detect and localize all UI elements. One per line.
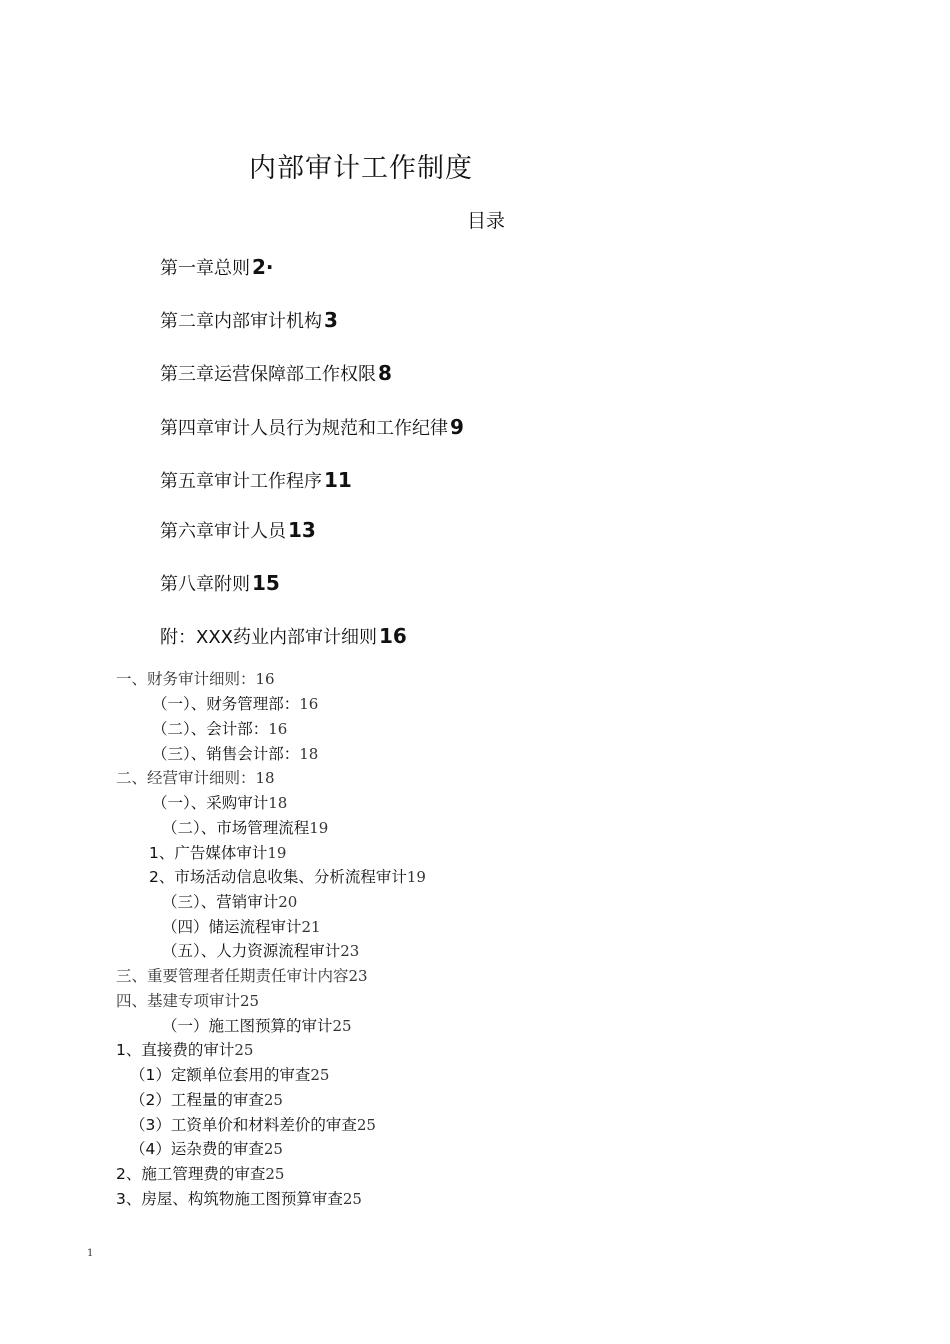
toc-entry[interactable] xyxy=(152,692,318,714)
toc-chapter-page: 8 xyxy=(378,361,392,385)
toc-chapter-text: 第四章审计人员行为规范和工作纪律 xyxy=(160,418,448,439)
toc-entry[interactable] xyxy=(149,865,426,887)
toc-entry-text: （三）、销售会计部： xyxy=(152,745,300,763)
toc-entry[interactable] xyxy=(116,667,275,689)
toc-entry-text: （一）、采购审计 xyxy=(152,794,269,812)
toc-entry-text: （一）施工图预算的审计 xyxy=(162,1017,333,1035)
toc-entry-page: 25 xyxy=(234,1041,254,1059)
toc-entry-text: 2、市场活动信息收集、分析流程审计 xyxy=(149,868,407,886)
toc-chapter-text: 第一章总则 xyxy=(160,258,250,279)
toc-entry[interactable] xyxy=(162,890,297,912)
toc-entry-text: 二、经营审计细则： xyxy=(116,769,256,787)
toc-entry-text: （二）、市场管理流程 xyxy=(162,819,310,837)
toc-chapter[interactable] xyxy=(160,467,352,493)
toc-entry[interactable] xyxy=(116,1038,253,1060)
toc-entry-text: 1、直接费的审计 xyxy=(116,1041,235,1059)
toc-chapter-text: 附：XXX药业内部审计细则 xyxy=(160,627,377,648)
toc-entry[interactable] xyxy=(116,1162,284,1184)
toc-entry[interactable] xyxy=(149,841,286,863)
toc-entry-page: 25 xyxy=(240,992,260,1010)
toc-entry-page: 25 xyxy=(263,1140,283,1158)
toc-entry-page: 21 xyxy=(301,918,321,936)
document-title: 内部审计工作制度 xyxy=(249,153,473,184)
toc-chapter[interactable] xyxy=(160,360,392,386)
toc-entry-page: 16 xyxy=(299,695,319,713)
toc-chapter-page: 15 xyxy=(252,571,280,595)
toc-chapter[interactable] xyxy=(160,414,464,440)
toc-entry-text: （二）、会计部： xyxy=(152,720,269,738)
toc-entry-text: （4）运杂费的审查 xyxy=(130,1140,264,1158)
toc-entry-page: 25 xyxy=(356,1116,376,1134)
toc-entry-page: 18 xyxy=(299,745,319,763)
toc-chapter-page: 9 xyxy=(450,415,464,439)
toc-chapter-text: 第六章审计人员 xyxy=(160,521,286,542)
toc-entry[interactable] xyxy=(116,989,259,1011)
toc-entry-page: 19 xyxy=(267,844,287,862)
toc-entry[interactable] xyxy=(130,1063,329,1085)
toc-entry-text: （四）储运流程审计 xyxy=(162,918,302,936)
toc-entry[interactable] xyxy=(116,766,275,788)
toc-entry-text: 2、施工管理费的审查 xyxy=(116,1165,266,1183)
toc-entry-page: 25 xyxy=(310,1066,330,1084)
toc-entry[interactable] xyxy=(152,742,318,764)
toc-chapter-page: 11 xyxy=(324,468,352,492)
toc-chapter[interactable] xyxy=(160,517,316,543)
toc-chapter[interactable] xyxy=(160,623,407,649)
toc-entry-page: 20 xyxy=(278,893,298,911)
toc-entry-text: 一、财务审计细则： xyxy=(116,670,256,688)
toc-entry-text: （3）工资单价和材料差价的审查 xyxy=(130,1116,357,1134)
toc-entry[interactable] xyxy=(162,939,359,961)
toc-entry-text: （五）、人力资源流程审计 xyxy=(162,942,341,960)
toc-entry[interactable] xyxy=(162,1014,352,1036)
toc-entry-text: （1）定额单位套用的审查 xyxy=(130,1066,311,1084)
toc-entry-page: 19 xyxy=(406,868,426,886)
toc-entry[interactable] xyxy=(162,915,321,937)
toc-chapter[interactable] xyxy=(160,307,338,333)
toc-entry-page: 23 xyxy=(340,942,360,960)
toc-chapter-text: 第三章运营保障部工作权限 xyxy=(160,364,376,385)
toc-entry[interactable] xyxy=(130,1088,283,1110)
toc-entry-text: 四、基建专项审计 xyxy=(116,992,241,1010)
toc-chapter[interactable] xyxy=(160,570,280,596)
toc-entry-page: 18 xyxy=(268,794,288,812)
toc-entry[interactable] xyxy=(130,1113,376,1135)
toc-chapter-text: 第八章附则 xyxy=(160,574,250,595)
toc-chapter-page: 2· xyxy=(252,255,274,279)
toc-chapter-text: 第五章审计工作程序 xyxy=(160,471,322,492)
toc-entry-text: （三）、营销审计 xyxy=(162,893,279,911)
toc-entry-page: 25 xyxy=(265,1165,285,1183)
toc-chapter-page: 3 xyxy=(324,308,338,332)
toc-entry[interactable] xyxy=(130,1137,283,1159)
toc-entry[interactable] xyxy=(152,717,287,739)
toc-chapter-page: 16 xyxy=(379,624,407,648)
toc-entry-page: 23 xyxy=(348,967,368,985)
toc-entry-text: 1、广告媒体审计 xyxy=(149,844,268,862)
toc-entry-page: 19 xyxy=(309,819,329,837)
toc-entry-page: 16 xyxy=(268,720,288,738)
toc-chapter[interactable] xyxy=(160,254,274,280)
page-number: 1 xyxy=(87,1248,94,1259)
toc-entry-page: 25 xyxy=(342,1190,362,1208)
toc-entry-page: 16 xyxy=(255,670,275,688)
toc-entry[interactable] xyxy=(116,1187,362,1209)
toc-entry-page: 25 xyxy=(332,1017,352,1035)
toc-entry-page: 25 xyxy=(263,1091,283,1109)
toc-entry-text: 3、房屋、构筑物施工图预算审查 xyxy=(116,1190,343,1208)
toc-entry[interactable] xyxy=(152,791,287,813)
toc-entry-text: （一）、财务管理部： xyxy=(152,695,300,713)
toc-chapter-page: 13 xyxy=(288,518,316,542)
toc-entry-page: 18 xyxy=(255,769,275,787)
toc-entry[interactable] xyxy=(116,964,368,986)
toc-entry-text: 三、重要管理者任期责任审计内容 xyxy=(116,967,349,985)
toc-entry-text: （2）工程量的审查 xyxy=(130,1091,264,1109)
toc-entry[interactable] xyxy=(162,816,328,838)
toc-heading: 目录 xyxy=(467,210,506,232)
toc-chapter-text: 第二章内部审计机构 xyxy=(160,311,322,332)
